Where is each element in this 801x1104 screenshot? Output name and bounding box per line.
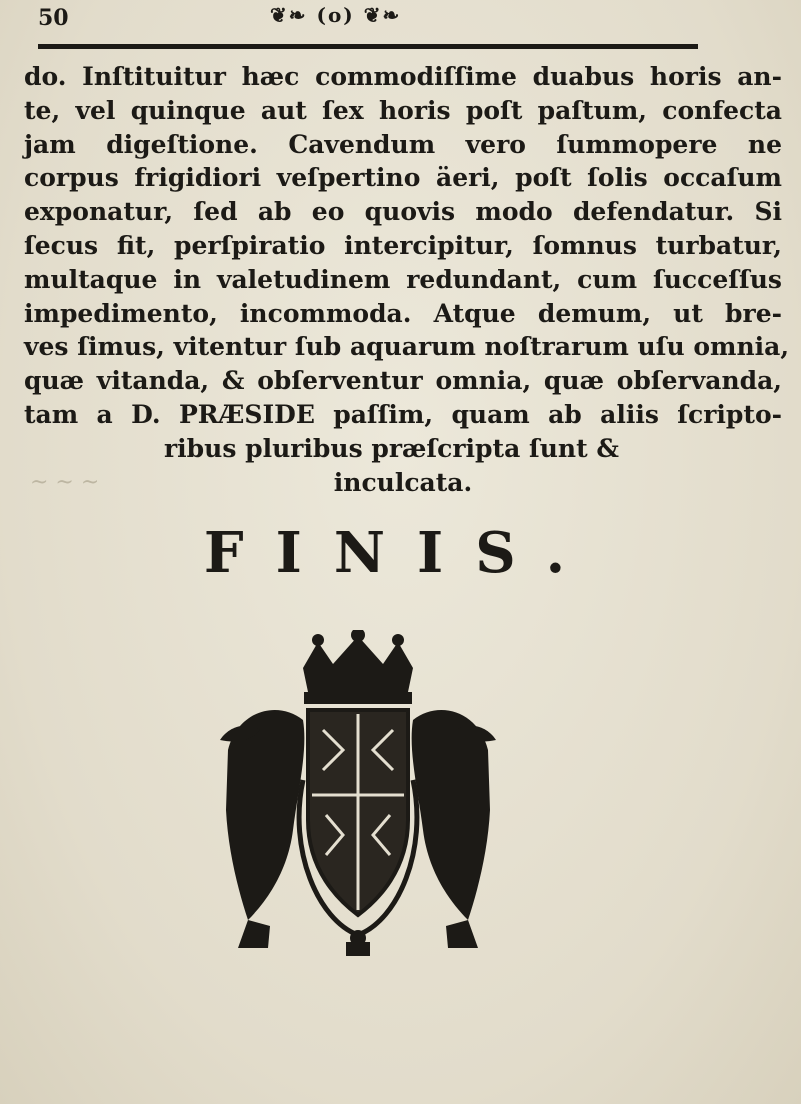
text-line: multaque in valetudinem redundant, cum ſucceſſus (24, 264, 782, 294)
text-line: impedimento, incommoda. Atque demum, ut bre- (24, 298, 782, 328)
main-text (24, 60, 790, 499)
royal-crest-icon (208, 630, 508, 960)
text-line: quæ vitanda, & obſerventur omnia, quæ obſervanda, (24, 366, 782, 396)
text-line: inculcata. (333, 467, 473, 497)
text-line: ſecus fit, perſpiratio intercipitur, ſomnus turbatur, (24, 230, 782, 260)
page-number: 50 (38, 5, 69, 31)
text-line: tam a D. PRÆSIDE paſſim, quam ab aliis ſcripto- (24, 399, 782, 429)
page-header (0, 0, 801, 52)
show-through-text: ~ ~ ~ (30, 470, 100, 495)
text-line: do. Inſtituitur hæc commodiſſime duabus horis an- (24, 62, 782, 91)
header-ornament: ❦❧ (o) ❦❧ (270, 3, 402, 27)
text-line: corpus frigidiori veſpertino äeri, poſt ſolis occaſum (24, 163, 782, 193)
text-line: exponatur, ſed ab eo quovis modo defendatur. Si (24, 197, 782, 227)
finis-heading: FINIS. (203, 520, 598, 586)
header-rule (38, 44, 698, 49)
text-line: te, vel quinque aut ſex horis poſt paſtum, confecta (24, 95, 782, 125)
text-line: ves ſimus, vitentur ſub aquarum noſtrarum uſu omnia, (24, 332, 790, 362)
text-line: ribus pluribus præſcripta ſunt & (164, 433, 619, 463)
text-line: jam digeſtione. Cavendum vero ſummopere ne (24, 129, 782, 159)
